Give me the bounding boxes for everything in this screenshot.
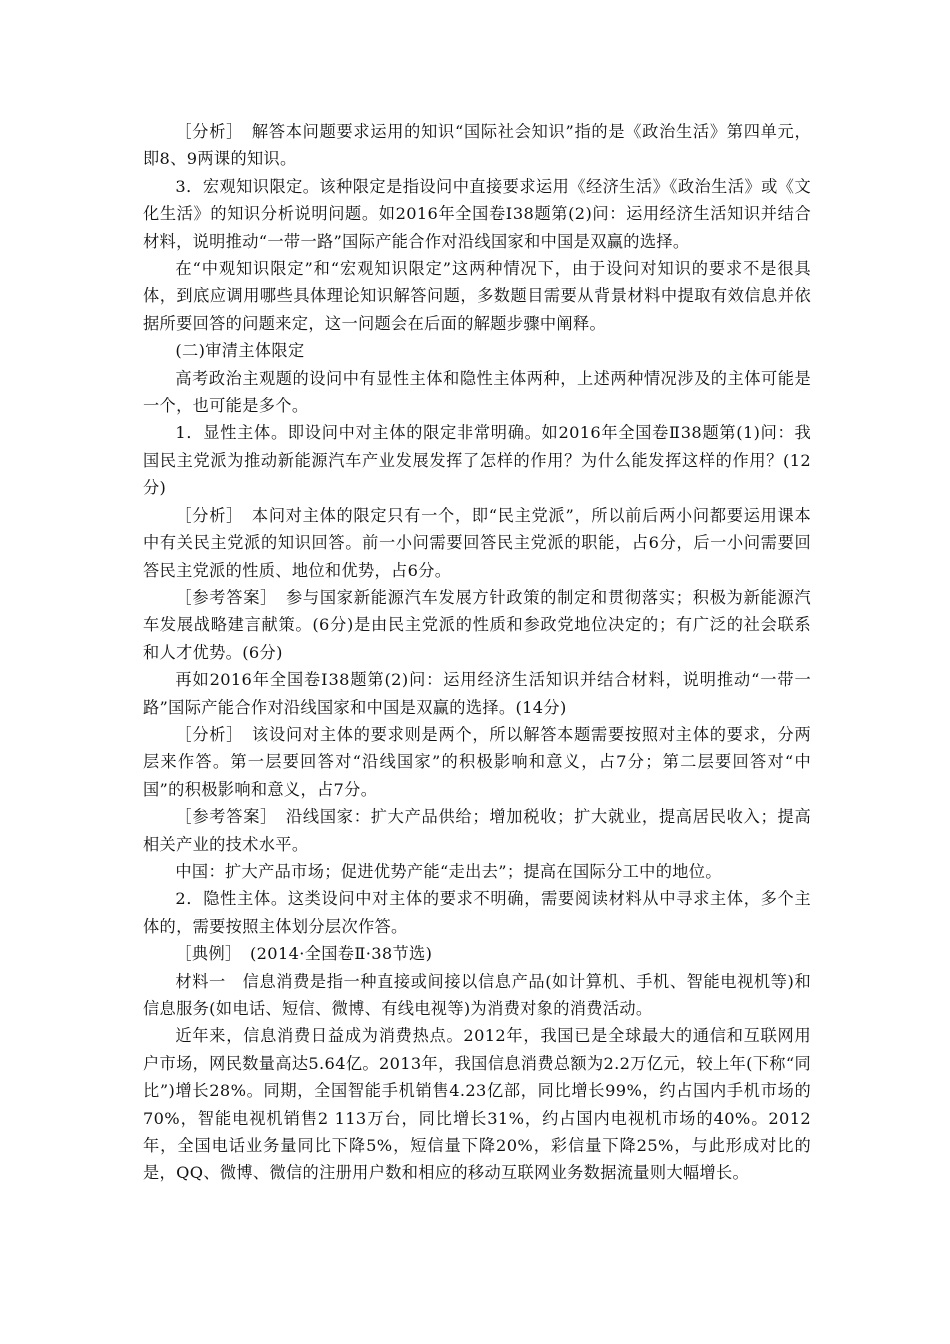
paragraph-reference-answer-2: ［参考答案］ 沿线国家：扩大产品供给；增加税收；扩大就业，提高居民收入；提高相关产业的技术水平。 (143, 807, 811, 854)
paragraph-implicit-subject: 2．隐性主体。这类设问中对主体的要求不明确，需要阅读材料从中寻求主体，多个主体的，需要按照主体划分层次作答。 (143, 889, 811, 936)
paragraph-material-one: 材料一 信息消费是指一种直接或间接以信息产品(如计算机、手机、智能电视机等)和信息服务(如电话、短信、微博、有线电视等)为消费对象的消费活动。 (143, 971, 811, 1018)
paragraph-subject-intro: 高考政治主观题的设问中有显性主体和隐性主体两种，上述两种情况涉及的主体可能是一个，也可能是多个。 (143, 368, 811, 416)
paragraph-explicit-subject: 1．显性主体。即设问中对主体的限定非常明确。如2016年全国卷Ⅱ38题第(1)问：我国民主党派为推动新能源汽车产业发展发挥了怎样的作用？为什么能发挥这样的作用？(12分) (143, 423, 811, 498)
paragraph-analysis-democratic-parties: ［分析］ 本问对主体的限定只有一个，即“民主党派”，所以前后两小问都要运用课本中有关民主党派的知识回答。前一小问需要回答民主党派的职能，占6分，后一小问需要回答民主党派的性质、地位和优势，占6分。 (143, 505, 811, 580)
paragraph-china-answer: 中国：扩大产品市场；促进优势产能“走出去”；提高在国际分工中的地位。 (175, 861, 722, 881)
document-page (143, 118, 811, 1187)
section-heading-subject-limit: (二)审清主体限定 (175, 341, 305, 361)
paragraph-typical-example: ［典例］ (2014·全国卷Ⅱ·38节选) (175, 944, 433, 964)
paragraph-analysis-two-subjects: ［分析］ 该设问对主体的要求则是两个，所以解答本题需要按照对主体的要求，分两层来作答。第一层要回答对“沿线国家”的积极影响和意义，占7分；第二层要回答对“中国”的积极影响和意义，占7分。 (143, 724, 811, 799)
paragraph-analysis-international-knowledge: ［分析］ 解答本问题要求运用的知识“国际社会知识”指的是《政治生活》第四单元，即8、9两课的知识。 (143, 122, 811, 169)
paragraph-information-consumption-stats: 近年来，信息消费日益成为消费热点。2012年，我国已是全球最大的通信和互联网用户市场，网民数量高达5.64亿。2013年，我国信息消费总额为2.2万亿元，较上年(下称“同比”)增长28%。同期，全国智能手机销售4.23亿部，同比增长99%，约占国内手机市场的70%，智能电视机销售2 113万台，同比增长31%，约占国内电视机市场的40%。2012年，全国电话业务量同比下降5%，短信量下降20%，彩信量下降25%，与此形成对比的是，QQ、微博、微信的注册用户数和相应的移动互联网业务数据流量则大幅增长。 (143, 1026, 811, 1183)
paragraph-another-example: 再如2016年全国卷Ⅰ38题第(2)问：运用经济生活知识并结合材料，说明推动“一带一路”国际产能合作对沿线国家和中国是双赢的选择。(14分) (143, 670, 811, 717)
paragraph-meso-macro-explanation: 在“中观知识限定”和“宏观知识限定”这两种情况下，由于设问对知识的要求不是很具体，到底应调用哪些具体理论知识解答问题，多数题目需要从背景材料中提取有效信息并依据所要回答的问题来定，这一问题会在后面的解题步骤中阐释。 (143, 259, 811, 333)
paragraph-reference-answer-1: ［参考答案］ 参与国家新能源汽车发展方针政策的制定和贯彻落实；积极为新能源汽车发展战略建言献策。(6分)是由民主党派的性质和参政党地位决定的；有广泛的社会联系和人才优势。(6分) (143, 587, 811, 662)
paragraph-macro-knowledge-limit: 3．宏观知识限定。该种限定是指设问中直接要求运用《经济生活》《政治生活》或《文化生活》的知识分析说明问题。如2016年全国卷Ⅰ38题第(2)问：运用经济生活知识并结合材料，说明推动“一带一路”国际产能合作对沿线国家和中国是双赢的选择。 (143, 176, 811, 251)
